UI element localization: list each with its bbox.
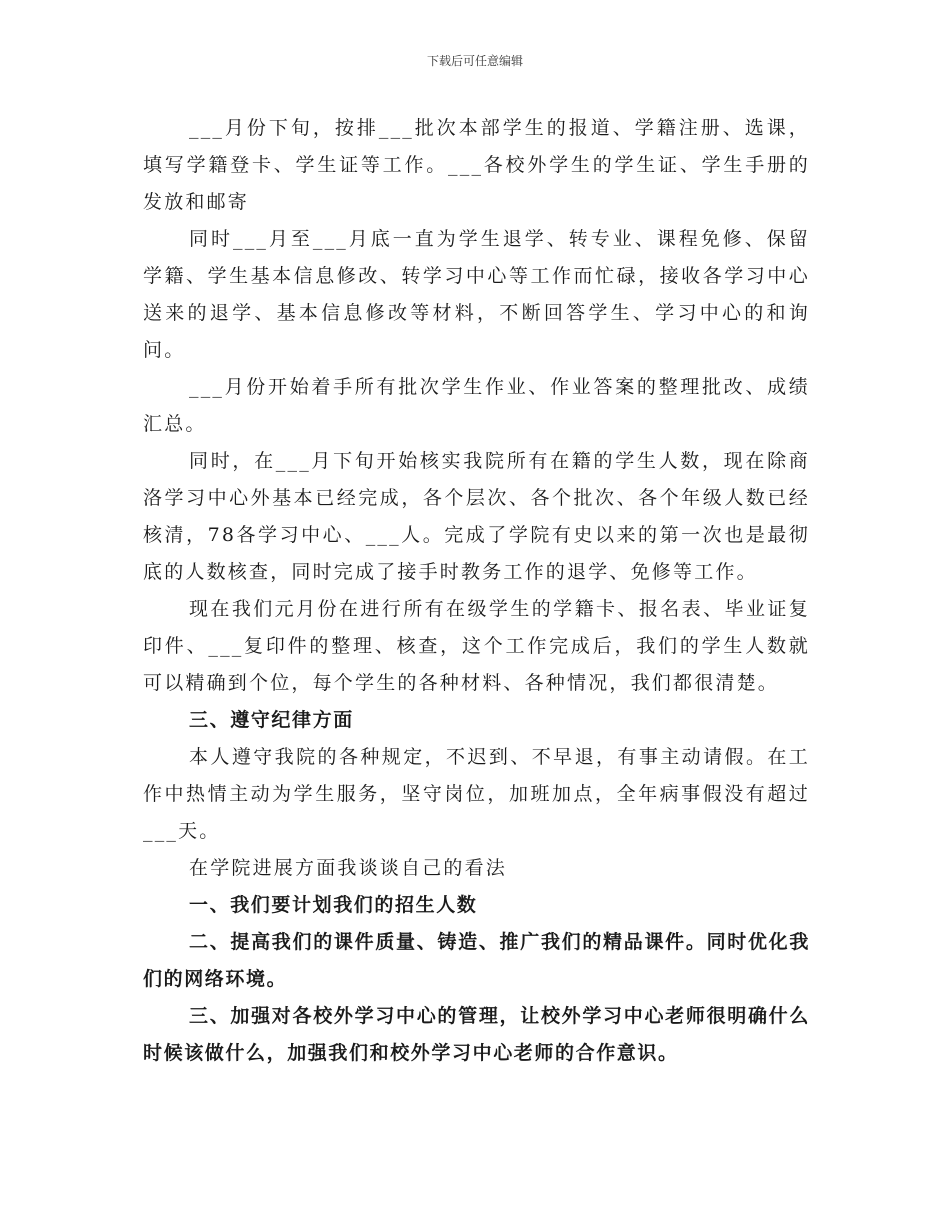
paragraph-records: 现在我们元月份在进行所有在级学生的学籍卡、报名表、毕业证复印件、___复印件的整理、核查，这个工作完成后，我们的学生人数就可以精确到个位，每个学生的各种材料、各种情况，我们都很清楚。 (143, 598, 810, 694)
document-body (143, 110, 810, 1072)
paragraph-enrollment: ___月份下旬，按排___批次本部学生的报道、学籍注册、选课，填写学籍登卡、学生证等工作。___各校外学生的学生证、学生手册的发放和邮寄 (143, 117, 810, 213)
paragraph-student-affairs: 同时___月至___月底一直为学生退学、转专业、课程免修、保留学籍、学生基本信息修改、转学习中心等工作而忙碌，接收各学习中心送来的退学、基本信息修改等材料，不断回答学生、学习中心的和询问。 (143, 228, 810, 361)
point-enrollment-plan: 一、我们要计划我们的招生人数 (189, 894, 478, 916)
paragraph-homework: ___月份开始着手所有批次学生作业、作业答案的整理批改、成绩汇总。 (143, 376, 810, 435)
paragraph-views-intro: 在学院进展方面我谈谈自己的看法 (189, 857, 508, 879)
page-header: 下载后可任意编辑 (426, 54, 523, 68)
paragraph-headcount: 同时，在___月下旬开始核实我院所有在籍的学生人数，现在除商洛学习中心外基本已经完成，各个层次、各个批次、各个年级人数已经核清，78各学习中心、___人。完成了学院有史以来的第一次也是最彻底的人数核查，同时完成了接手时教务工作的退学、免修等工作。 (143, 450, 810, 583)
heading-discipline: 三、遵守纪律方面 (189, 709, 354, 731)
point-courseware: 二、提高我们的课件质量、铸造、推广我们的精品课件。同时优化我们的网络环境。 (143, 931, 810, 990)
point-center-management: 三、加强对各校外学习中心的管理，让校外学习中心老师很明确什么时候该做什么，加强我们和校外学习中心老师的合作意识。 (143, 1005, 810, 1064)
paragraph-discipline: 本人遵守我院的各种规定，不迟到、不早退，有事主动请假。在工作中热情主动为学生服务，坚守岗位，加班加点，全年病事假没有超过___天。 (143, 746, 810, 842)
